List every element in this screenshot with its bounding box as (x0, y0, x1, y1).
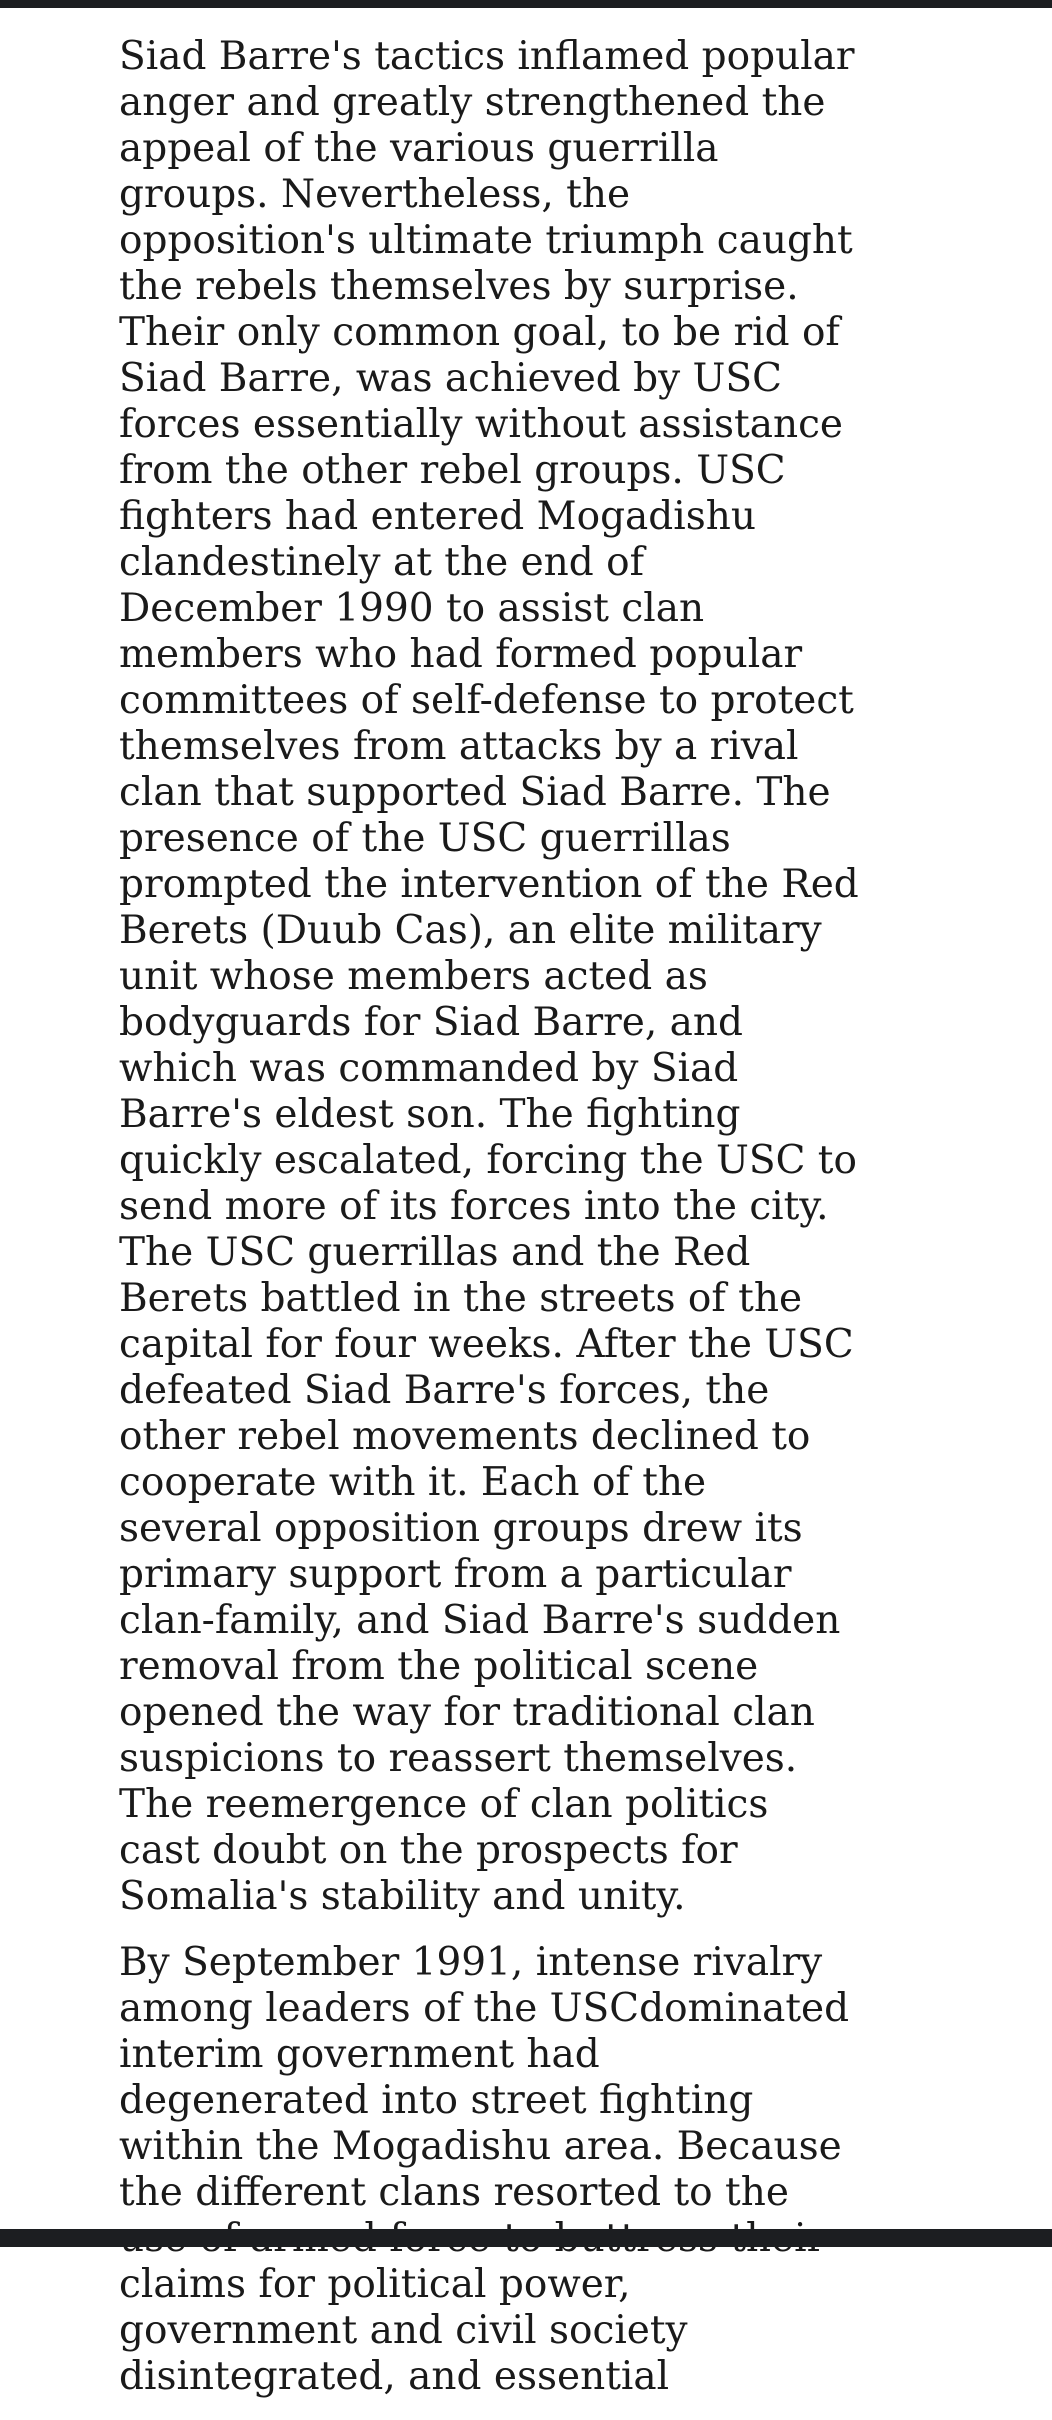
article-paragraph-1: Siad Barre's tactics inflamed popular anger and greatly strengthened the appeal of the various guerrilla groups. Nevertheless, the opposition's ultimate triumph caught the rebels themselves by surprise. Their only common goal, to be rid of Siad Barre, was achieved by USC forces essentially without assistance from the other rebel groups. USC fighters had entered Mogadishu clandestinely at the end of December 1990 to assist clan members who had formed popular committees of self-defense to protect themselves from attacks by a rival clan that supported Siad Barre. The presence of the USC guerrillas prompted the intervention of the Red Berets (Duub Cas), an elite military unit whose members acted as bodyguards for Siad Barre, and which was commanded by Siad Barre's eldest son. The fighting quickly escalated, forcing the USC to send more of its forces into the city. The USC guerrillas and the Red Berets battled in the streets of the capital for four weeks. After the USC defeated Siad Barre's forces, the other rebel movements declined to cooperate with it. Each of the several opposition groups drew its primary support from a particular clan-family, and Siad Barre's sudden removal from the political scene opened the way for traditional clan suspicions to reassert themselves. The reemergence of clan politics cast doubt on the prospects for Somalia's stability and unity. (119, 34, 859, 1920)
reader-content[interactable] (119, 34, 859, 2420)
top-status-bar (0, 0, 1052, 8)
article-paragraph-2: By September 1991, intense rivalry among leaders of the USCdominated interim government had degenerated into street fighting within the Mogadishu area. Because the different clans resorted to the use of armed force to buttress their claims for political power, government and civil society disintegrated, and essential (119, 1940, 859, 2400)
bottom-navigation-bar (0, 2229, 1052, 2247)
